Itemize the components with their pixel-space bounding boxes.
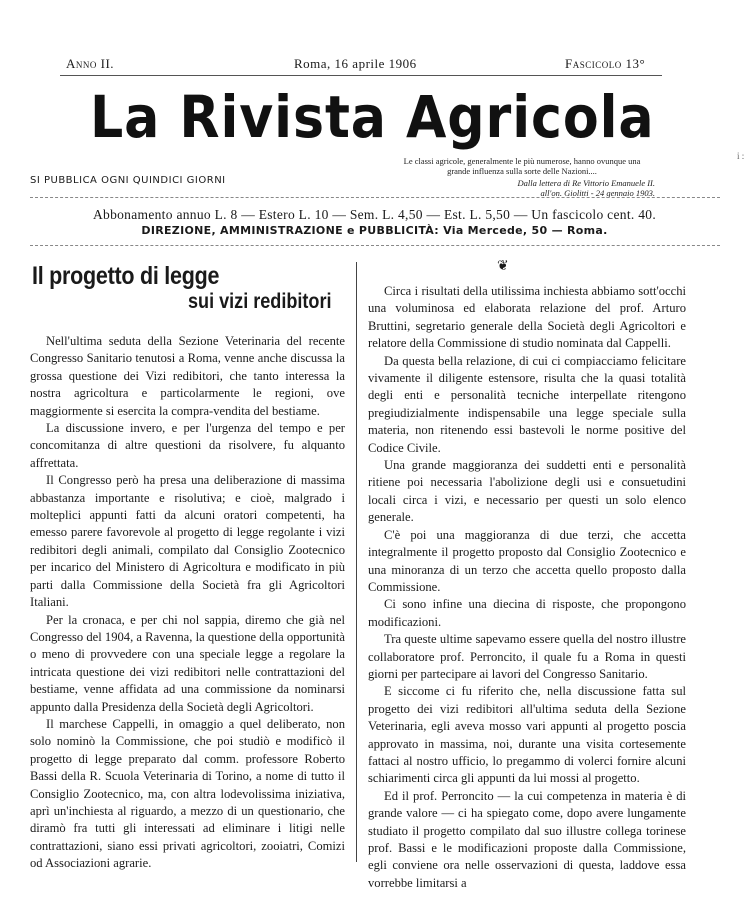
article-title-line-2: sui vizi redibitori	[188, 290, 332, 313]
edge-marks: i :	[737, 151, 745, 161]
paragraph: E siccome ci fu riferito che, nella discussione fatta sul progetto dei vizi redibitori all'ultima seduta della Sezione Veterinaria, egli aveva mosso vari appunti al progetto poscia approvato in massima, noi, durante una visita cortesemente fattaci al nostro ufficio, lo pregammo di volerci fornire alcuni schiarimenti circa gli appunti da lui mossi al progetto.	[368, 684, 686, 786]
paragraph: C'è poi una maggioranza di due terzi, che accetta integralmente il progetto proposto dal Consiglio Zootecnico e una minoranza di un terzo che accetta quello proposto dalla Commissione.	[368, 527, 686, 594]
paragraph: Il marchese Cappelli, in omaggio a quel deliberato, non solo nominò la Commissione, che poi studiò e modificò il progetto di legge preparato dal comm. professore Roberto Bassi della R. Scuola Veterinaria di Torino, a nome di tutto il Consiglio Zootecnico, ma, con altra lodevolissima iniziativa, aprì un'inchiesta al riguardo, a mezzo di un questionario, che diramò fra tutti gli interessati ad eliminare i litigi nelle contrattazioni, siano essi privati agricoltori, zooiatri, Comizi od Associazioni agrarie.	[30, 716, 345, 871]
header-rule	[60, 75, 662, 76]
paragraph: Tra queste ultime sapevamo essere quella del nostro illustre collaboratore prof. Perroncito, il quale fu a Roma in questi giorni per partecipare ai lavori del Congresso Sanitario.	[368, 632, 686, 681]
paragraph: Per la cronaca, e per chi nol sappia, diremo che già nel Congresso del 1904, a Ravenna, la questione della opportunità o meno di provvedere con una speciale legge a regolare la intricata questione dei vizi redibitori nelle contrattazioni del bestiame, venne affidata ad una commissione da nominarsi appunto dalla Presidenza della Società degli Agricoltori.	[30, 612, 345, 714]
paragraph: Il Congresso però ha presa una deliberazione di massima abbastanza importante e risolutiva; e cioè, malgrado i molteplici appunti fatti da alcuni oratori competenti, ha emesso parere favorevole al progetto di legge regolante i vizi redibitori degli animali, compilato dal Consiglio Zootecnico per incarico del Ministero di Agricoltura e modificato in più parti dalla Commissione della Società fra gli Agricoltori Italiani.	[30, 473, 345, 610]
paragraph: Nell'ultima seduta della Sezione Veterinaria del recente Congresso Sanitario tenutosi a Roma, venne anche discussa la grossa questione dei Vizi redibitori, che tanto interessa la nostra agricoltura e particolarmente le regioni, ove maggiormente si esercita la compra-vendita del bestiame.	[30, 334, 345, 418]
article-column-right	[368, 283, 686, 892]
masthead-quote: Le classi agricole, generalmente le più numerose, hanno ovunque una grande influenza sulla sorte delle Nazioni....	[403, 156, 641, 176]
direction-info: DIREZIONE, AMMINISTRAZIONE e PUBBLICITÀ: Via Mercede, 50 — Roma.	[141, 224, 608, 237]
column-divider	[356, 262, 357, 862]
paragraph: Da questa bella relazione, di cui ci compiacciamo felicitare vivamente il diligente estensore, risulta che la quasi totalità degli enti e personalità tecniche interpellate ritengono pregiudizialmente indispensabile una legge speciale sulla materia, non ritenendo essi bastevoli le norme positive del Codice Civile.	[368, 353, 686, 455]
article-column-left	[30, 333, 345, 873]
paragraph: La discussione invero, e per l'urgenza del tempo e per concomitanza di altre questioni da risolvere, fu alquanto affrettata.	[30, 421, 345, 470]
paragraph: Circa i risultati della utilissima inchiesta abbiamo sott'occhi una voluminosa ed elaborata relazione del prof. Arturo Bruttini, segretario generale della Società degli Agricoltori e relatore della Commissione di studio nominata dal Cappelli.	[368, 284, 686, 351]
newspaper-title: La Rivista Agricola	[90, 83, 655, 151]
paragraph: Ed il prof. Perroncito — la cui competenza in materia è di grande valore — ci ha spiegato come, dopo avere lungamente studiato il progetto compilato dal suo illustre collega torinese prof. Bassi e le modificazioni proposte dalla Commissione, egli conviene ora nelle osservazioni di questa, laddove essa vorrebbe limitarsi a	[368, 788, 686, 890]
year-label: Anno II.	[66, 56, 115, 71]
paragraph: Ci sono infine una diecina di risposte, che propongono modificazioni.	[368, 597, 686, 629]
publication-frequency: SI PUBBLICA OGNI QUINDICI GIORNI	[30, 175, 226, 186]
quote-attribution-line-1: Dalla lettera di Re Vittorio Emanuele II.	[517, 178, 655, 188]
fleuron-icon: ❦	[497, 258, 509, 274]
issue-label: Fascicolo 13°	[565, 56, 646, 71]
quote-attribution	[440, 178, 655, 198]
masthead-rule	[30, 197, 720, 198]
subscription-rule	[30, 245, 720, 246]
paragraph: Una grande maggioranza dei suddetti enti e personalità ritiene poi necessaria l'abolizione degli usi e consuetudini locali circa i vizi, e necessario per questi un solo elenco generale.	[368, 458, 686, 525]
date-label: Roma, 16 aprile 1906	[294, 56, 417, 71]
subscription-info: Abbonamento annuo L. 8 — Estero L. 10 — Sem. L. 4,50 — Est. L. 5,50 — Un fascicolo cent. 40.	[92, 207, 656, 222]
article-title-line-1: Il progetto di legge	[32, 262, 220, 290]
quote-attribution-line-2: all'on. Giolitti - 24 gennaio 1903.	[540, 188, 655, 198]
